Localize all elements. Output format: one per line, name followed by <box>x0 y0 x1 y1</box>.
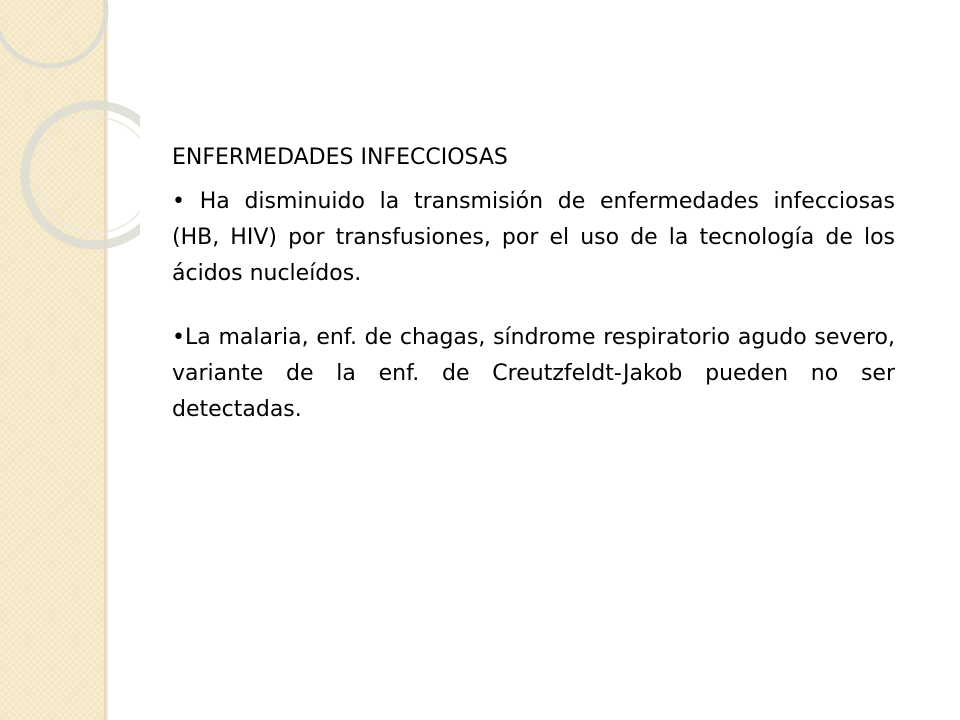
bullet-marker: • <box>172 325 185 350</box>
decorative-rings-icon <box>0 0 140 260</box>
bullet-item-1 <box>172 184 895 292</box>
bullet-item-2 <box>172 320 895 428</box>
slide-content <box>172 140 895 428</box>
bullet-marker: • <box>172 189 185 214</box>
slide-title: ENFERMEDADES INFECCIOSAS <box>172 145 508 170</box>
bullet-text: Ha disminuido la transmisión de enfermedades infecciosas (HB, HIV) por transfusiones, por el uso de la tecnología de los ácidos nucleídos. <box>172 189 895 286</box>
bullet-text: La malaria, enf. de chagas, síndrome respiratorio agudo severo, variante de la enf. de Creutzfeldt-Jakob pueden no ser detectadas. <box>172 325 895 422</box>
